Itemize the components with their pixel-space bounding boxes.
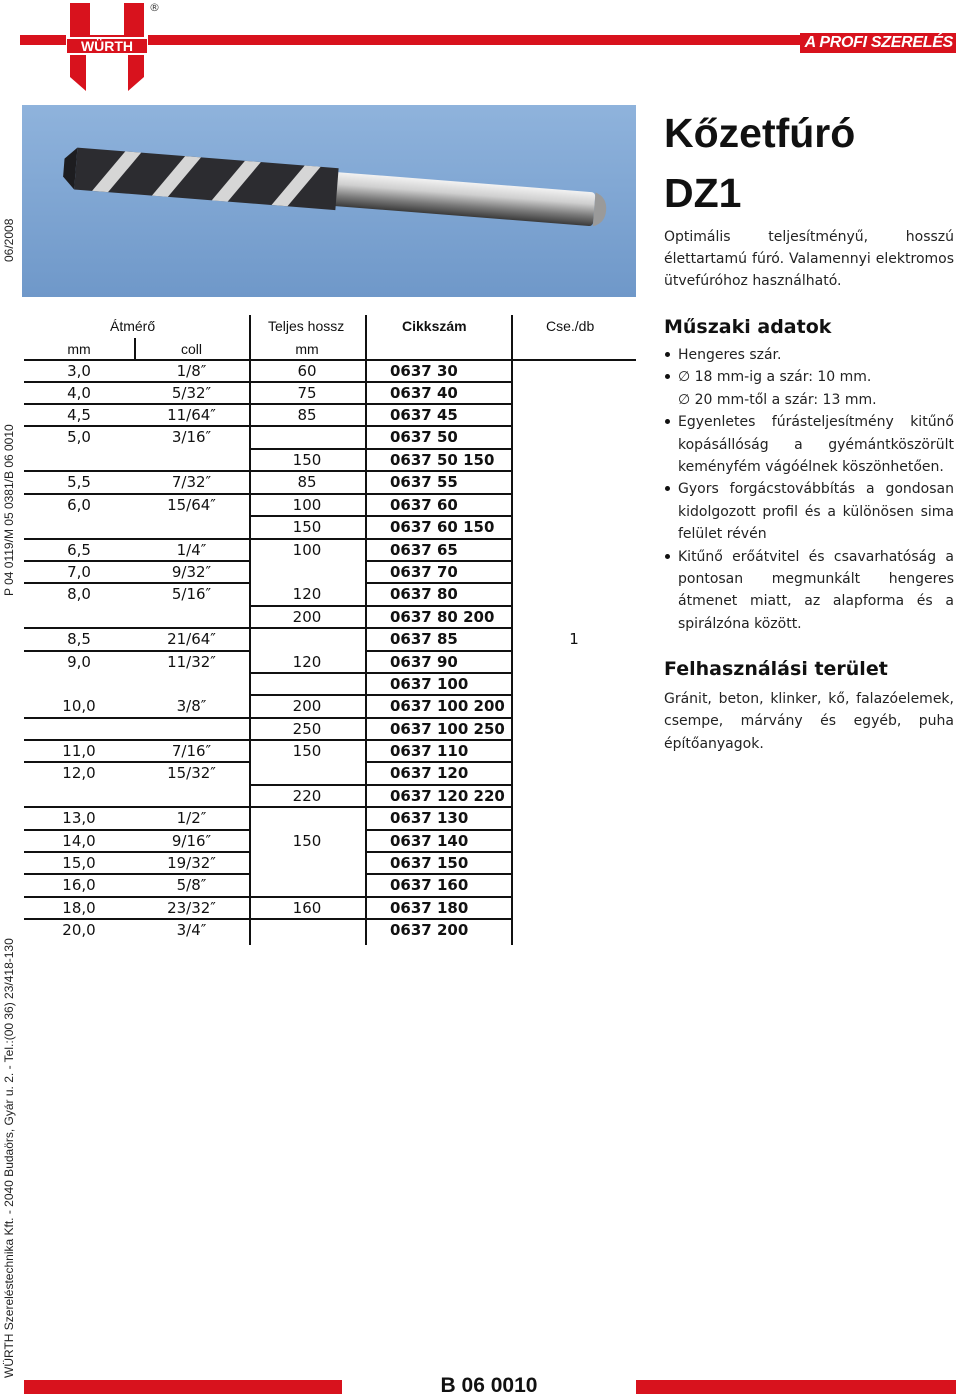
cell-diameter-inch: 1/8″: [176, 362, 207, 380]
grid-line: [249, 784, 511, 786]
cell-article: 0637 130: [390, 809, 469, 827]
cell-diameter-inch: 1/2″: [176, 809, 207, 827]
cell-length: 60: [297, 362, 317, 380]
cell-diameter-inch: [134, 516, 249, 538]
cell-article: 0637 110: [390, 742, 469, 760]
grid-line: [24, 381, 511, 383]
grid-line: [249, 315, 251, 945]
cell-diameter-mm: [24, 449, 134, 471]
cell-diameter-mm: 16,0: [62, 876, 96, 894]
cell-length: [249, 807, 365, 829]
cell-article: 0637 80: [390, 585, 458, 603]
cell-article: 0637 40: [390, 384, 458, 402]
cell-length: 85: [297, 406, 317, 424]
cell-diameter-inch: 3/16″: [171, 428, 212, 446]
cell-article: 0637 200: [390, 921, 469, 939]
tech-data-list: [664, 344, 954, 635]
header-red-bar-left: [20, 35, 66, 45]
cell-length: [249, 919, 365, 941]
cell-article: 0637 85: [390, 630, 458, 648]
cell-diameter-mm: 8,5: [67, 630, 91, 648]
cell-diameter-inch: 1/4″: [176, 541, 207, 559]
grid-line: [249, 515, 511, 517]
cell-length: 150: [292, 451, 322, 469]
cell-diameter-mm: 12,0: [62, 764, 96, 782]
cell-length: [249, 874, 365, 896]
cell-diameter-mm: 5,0: [67, 428, 91, 446]
grid-line: [24, 851, 249, 853]
header-red-bar: [148, 35, 800, 45]
logo-lettering: WÜRTH: [80, 38, 134, 54]
cell-length: [249, 762, 365, 784]
grid-line: [365, 851, 511, 853]
cell-length: [249, 673, 365, 695]
cell-article: 0637 50: [390, 428, 458, 446]
cell-diameter-mm: 6,5: [67, 541, 91, 559]
cell-article: 0637 80 200: [390, 608, 495, 626]
grid-line: [24, 582, 249, 584]
cell-diameter-mm: [24, 718, 134, 740]
cell-diameter-mm: 4,5: [67, 406, 91, 424]
cell-diameter-mm: 15,0: [62, 854, 96, 872]
usage-heading: Felhasználási terület: [664, 658, 888, 680]
tech-data-item: Kitűnő erőátvitel és csavarhatóság a pontosan megmunkált hengeres átmenet miatt, az alapforma és a spirálzóna között.: [664, 546, 954, 636]
cell-diameter-mm: 6,0: [67, 496, 91, 514]
grid-line: [24, 493, 511, 495]
grid-line: [24, 829, 249, 831]
cell-diameter-mm: 20,0: [62, 921, 96, 939]
cell-length: 85: [297, 473, 317, 491]
cell-diameter-inch: 3/8″: [176, 697, 207, 715]
grid-line: [24, 560, 249, 562]
grid-line: [511, 315, 513, 945]
cell-diameter-inch: 15/64″: [167, 496, 216, 514]
header-inch: coll: [180, 341, 202, 357]
cell-article: 0637 30: [390, 362, 458, 380]
cell-diameter-mm: 7,0: [67, 563, 91, 581]
cell-length: [249, 426, 365, 448]
tech-data-heading: Műszaki adatok: [664, 316, 832, 338]
cell-diameter-mm: 14,0: [62, 832, 96, 850]
side-company-address: WÜRTH Szereléstechnika Kft. - 2040 Budaörs, Gyár u. 2. - Tel.:(00 36) 23/418-130: [2, 938, 16, 1378]
product-title: Kőzetfúró: [664, 110, 856, 156]
cell-length: [249, 561, 365, 583]
grid-line: [24, 761, 249, 763]
cell-article: 0637 180: [390, 899, 469, 917]
grid-line: [24, 359, 636, 361]
cell-diameter-inch: 9/16″: [171, 832, 212, 850]
cell-article: 0637 55: [390, 473, 458, 491]
cell-diameter-mm: 8,0: [67, 585, 91, 603]
cell-diameter-inch: [134, 673, 249, 695]
grid-line: [24, 873, 249, 875]
slogan: A PROFI SZERELÉS: [800, 33, 956, 53]
cell-length: 120: [292, 653, 322, 671]
cell-diameter-inch: 11/64″: [167, 406, 216, 424]
cell-diameter-inch: 15/32″: [167, 764, 216, 782]
grid-line: [24, 650, 249, 652]
cell-diameter-mm: 3,0: [67, 362, 91, 380]
grid-line: [24, 806, 511, 808]
cell-article: 0637 160: [390, 876, 469, 894]
cell-length: 120: [292, 585, 322, 603]
grid-line: [365, 650, 511, 652]
cell-diameter-inch: 7/32″: [171, 473, 212, 491]
cell-article: 0637 65: [390, 541, 458, 559]
grid-line: [24, 739, 511, 741]
grid-line: [249, 672, 511, 674]
cell-length: 75: [297, 384, 317, 402]
cell-article: 0637 60: [390, 496, 458, 514]
side-date: 06/2008: [2, 218, 16, 262]
cell-length: 150: [292, 742, 322, 760]
grid-line: [24, 627, 511, 629]
cell-length: 100: [292, 496, 322, 514]
header-article: Cikkszám: [402, 318, 467, 334]
cell-article: 0637 120 220: [390, 787, 505, 805]
grid-line: [365, 582, 511, 584]
grid-line: [24, 470, 511, 472]
cell-diameter-inch: 7/16″: [171, 742, 212, 760]
cell-diameter-inch: [134, 718, 249, 740]
header-length: Teljes hossz: [268, 318, 345, 334]
cell-article: 0637 45: [390, 406, 458, 424]
cell-diameter-inch: 11/32″: [167, 653, 216, 671]
header-mm: mm: [67, 341, 91, 357]
cell-length: [249, 628, 365, 650]
cell-length: 150: [292, 518, 322, 536]
cell-diameter-mm: [24, 673, 134, 695]
header-qty: Cse./db: [546, 318, 595, 334]
grid-line: [24, 538, 511, 540]
cell-length: 160: [292, 899, 322, 917]
drill-bit-photo: [22, 105, 636, 297]
cell-diameter-inch: 23/32″: [167, 899, 216, 917]
cell-length: 150: [292, 832, 322, 850]
tech-data-item: ∅ 18 mm-ig a szár: 10 mm.: [664, 366, 954, 388]
cell-diameter-mm: [24, 785, 134, 807]
grid-line: [24, 717, 511, 719]
cell-article: 0637 120: [390, 764, 469, 782]
cell-diameter-mm: 4,0: [67, 384, 91, 402]
cell-diameter-mm: [24, 606, 134, 628]
grid-line: [24, 918, 511, 920]
cell-diameter-inch: 5/16″: [171, 585, 212, 603]
grid-line: [134, 338, 136, 360]
cell-article: 0637 100 250: [390, 720, 505, 738]
usage-text: Gránit, beton, klinker, kő, falazóelemek, csempe, márvány és egyéb, puha építőanyagok.: [664, 691, 954, 752]
cell-diameter-inch: 19/32″: [167, 854, 216, 872]
cell-diameter-inch: 5/32″: [171, 384, 212, 402]
page-number: B 06 0010: [440, 1374, 538, 1397]
registered-mark: ®: [149, 1, 160, 14]
cell-diameter-inch: 21/64″: [167, 630, 216, 648]
cell-diameter-mm: [24, 516, 134, 538]
grid-line: [249, 694, 511, 696]
cell-article: 0637 60 150: [390, 518, 495, 536]
cell-article: 0637 50 150: [390, 451, 495, 469]
footer-red-bar-right: [636, 1380, 956, 1394]
grid-line: [365, 560, 511, 562]
grid-line: [365, 761, 511, 763]
cell-diameter-mm: 13,0: [62, 809, 96, 827]
cell-length: 200: [292, 697, 322, 715]
cell-diameter-inch: 5/8″: [176, 876, 207, 894]
cell-article: 0637 70: [390, 563, 458, 581]
cell-article: 0637 90: [390, 653, 458, 671]
grid-line: [24, 896, 511, 898]
product-intro: Optimális teljesítményű, hosszú élettartamú fúró. Valamennyi elektromos ütvefúróhoz használható.: [664, 229, 954, 289]
tech-data-item: Gyors forgácstovábbítás a gondosan kidolgozott profil és a különösen sima felület révén: [664, 478, 954, 545]
cell-length: 100: [292, 541, 322, 559]
cell-diameter-inch: [134, 449, 249, 471]
cell-length: 200: [292, 608, 322, 626]
side-document-code: P 04 0119/M 05 0381/B 06 0010: [2, 424, 16, 596]
cell-diameter-inch: 3/4″: [176, 921, 207, 939]
wurth-logo: [66, 3, 148, 93]
cell-diameter-inch: [134, 785, 249, 807]
grid-line: [24, 403, 511, 405]
cell-pack-qty: 1: [569, 630, 579, 648]
grid-line: [249, 448, 511, 450]
cell-diameter-mm: 10,0: [62, 697, 96, 715]
cell-diameter-mm: 9,0: [67, 653, 91, 671]
grid-line: [365, 873, 511, 875]
grid-line: [249, 605, 511, 607]
cell-article: 0637 150: [390, 854, 469, 872]
cell-length: 250: [292, 720, 322, 738]
product-table: [24, 315, 636, 945]
grid-line: [365, 829, 511, 831]
cell-length: 220: [292, 787, 322, 805]
tech-data-item: ∅ 20 mm-től a szár: 13 mm.: [678, 391, 877, 408]
footer-red-bar-left: [24, 1380, 342, 1394]
tech-data-item: Hengeres szár.: [664, 344, 954, 366]
cell-article: 0637 140: [390, 832, 469, 850]
cell-length: [249, 852, 365, 874]
product-model: DZ1: [664, 170, 742, 216]
grid-line: [24, 425, 511, 427]
cell-article: 0637 100 200: [390, 697, 505, 715]
cell-diameter-mm: 11,0: [62, 742, 96, 760]
cell-diameter-inch: [134, 606, 249, 628]
cell-diameter-inch: 9/32″: [171, 563, 212, 581]
cell-diameter-mm: 18,0: [62, 899, 96, 917]
cell-article: 0637 100: [390, 675, 469, 693]
cell-diameter-mm: 5,5: [67, 473, 91, 491]
header-diameter: Átmérő: [110, 318, 156, 334]
tech-data-item: Egyenletes fúrásteljesítmény kitűnő kopásállóság a gyémántköszörült keményfém vágóélnek köszönhetően.: [664, 411, 954, 478]
header-length-unit: mm: [295, 341, 319, 357]
